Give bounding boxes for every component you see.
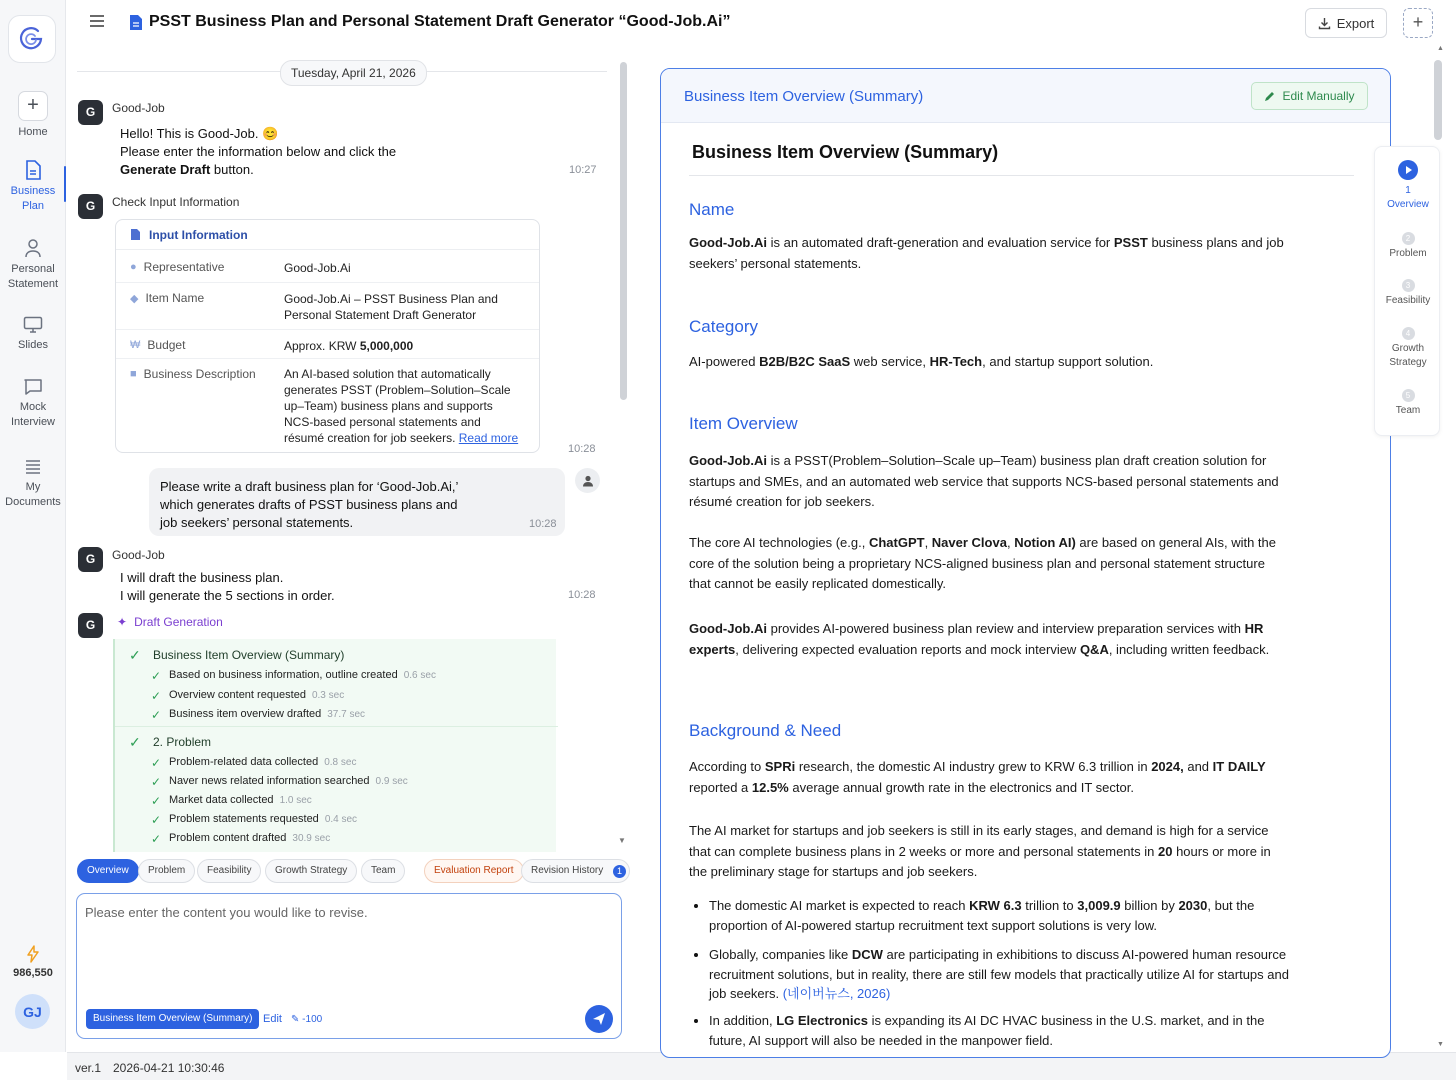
progress-item: Problem content drafted 30.9 sec bbox=[169, 832, 331, 844]
monitor-icon bbox=[23, 316, 43, 334]
list-icon bbox=[24, 458, 42, 476]
title-divider bbox=[689, 175, 1354, 176]
check-icon: ✓ bbox=[129, 734, 141, 750]
progress-item: Based on business information, outline created 0.6 sec bbox=[169, 669, 436, 681]
section-heading-name: Name bbox=[689, 200, 735, 219]
document-title: Business Item Overview (Summary) bbox=[692, 142, 999, 162]
chip-revision-history[interactable]: Revision History bbox=[521, 859, 630, 883]
scroll-down-arrow-icon[interactable]: ▼ bbox=[1437, 1041, 1444, 1048]
play-icon bbox=[1397, 159, 1419, 181]
info-value: Good-Job.Ai – PSST Business Plan and Personal Statement Draft Generator bbox=[284, 292, 498, 322]
check-icon: ✓ bbox=[151, 689, 162, 703]
user-avatar bbox=[575, 468, 600, 493]
progress-item: Naver news related information searched 0.9 sec bbox=[169, 775, 408, 787]
read-more-link[interactable]: Read more bbox=[458, 431, 519, 445]
export-button[interactable]: Export bbox=[1305, 8, 1387, 38]
pencil-icon: ✎ bbox=[291, 1014, 300, 1025]
revision-count-badge: 1 bbox=[613, 865, 626, 878]
section-title: Business Item Overview (Summary) bbox=[153, 648, 345, 662]
paragraph: Good-Job.Ai is a PSST(Problem–Solution–Scale up–Team) business plan draft creation solution for startups and SMEs, and an automated web service that supports NCS-based personal statements and résumé creation for job seekers. bbox=[689, 453, 1279, 509]
bot-avatar: G bbox=[78, 613, 103, 638]
credits-value: 986,550 bbox=[13, 967, 53, 979]
plus-icon: + bbox=[18, 91, 48, 121]
input-information-card bbox=[115, 219, 540, 453]
section-stepper bbox=[1374, 146, 1440, 436]
progress-item: Overview content requested 0.3 sec bbox=[169, 689, 345, 701]
info-value: Good-Job.Ai bbox=[284, 261, 351, 275]
sidebar-item-home[interactable]: + Home bbox=[0, 91, 66, 140]
input-placeholder: Please enter the content you would like to revise. bbox=[85, 905, 368, 920]
add-button[interactable]: + bbox=[1403, 8, 1433, 38]
progress-item: Problem-related data collected 0.8 sec bbox=[169, 756, 357, 768]
document-scrollbar[interactable] bbox=[1434, 60, 1442, 140]
chip-team[interactable]: Team bbox=[361, 859, 405, 883]
draft-generation-label: ✦ Draft Generation bbox=[117, 615, 223, 629]
sidebar-item-mock-interview[interactable]: Mock Interview bbox=[0, 378, 66, 430]
check-icon: ✓ bbox=[151, 756, 162, 770]
progress-item: Market data collected 1.0 sec bbox=[169, 794, 312, 806]
bot-avatar: G bbox=[78, 194, 103, 219]
sender-name: Good-Job bbox=[112, 101, 165, 115]
bot-avatar: G bbox=[78, 547, 103, 572]
edit-label[interactable]: Edit bbox=[263, 1013, 282, 1025]
draft-progress-box bbox=[113, 639, 556, 852]
info-label: ■ Business Description bbox=[130, 367, 256, 381]
info-label: ● Representative bbox=[130, 260, 225, 274]
source-link[interactable]: (네이버뉴스, 2026) bbox=[782, 986, 891, 1001]
progress-item: Business item overview drafted 37.7 sec bbox=[169, 708, 366, 720]
check-icon: ✓ bbox=[151, 813, 162, 827]
document-icon bbox=[130, 228, 141, 241]
message-time: 10:28 bbox=[568, 443, 596, 455]
paragraph: The AI market for startups and job seekers is still in its early stages, and demand is high for a service that can complete business plans in 2 weeks or more and personal statements in 20 hours or more in the preliminary stage for startups and job seekers. bbox=[689, 823, 1271, 879]
section-heading-item-overview: Item Overview bbox=[689, 414, 798, 433]
list-item: Globally, companies like DCW are participating in exhibitions to discuss AI-powered human resource recruitment solutions, but in reality, there are still few models that practically utilize AI for startups and job seekers. (네이버뉴스, 2026) bbox=[709, 945, 1289, 1004]
sender-name: Check Input Information bbox=[112, 195, 240, 209]
scroll-down-arrow-icon[interactable]: ▼ bbox=[618, 836, 626, 845]
document-preview bbox=[660, 68, 1391, 1058]
document-icon bbox=[24, 160, 42, 180]
person-icon: ● bbox=[130, 261, 137, 273]
paragraph: The core AI technologies (e.g., ChatGPT, Naver Clova, Notion AI) are based on general AIs, with the core of the solution being a proprietary NCS-aligned business plan and personal statement structure that cannot be easily replicated domestically. bbox=[689, 535, 1276, 591]
chat-panel bbox=[67, 46, 630, 852]
list-item: The domestic AI market is expected to reach KRW 6.3 trillion to 3,009.9 billion by 2030, but the proportion of AI-powered startup recruitment text support solutions is very low. bbox=[709, 896, 1289, 935]
revision-input[interactable] bbox=[76, 893, 622, 1039]
top-bar bbox=[67, 0, 1456, 46]
lightning-icon bbox=[26, 945, 40, 963]
check-icon: ✓ bbox=[151, 775, 162, 789]
chip-overview[interactable]: Overview bbox=[77, 859, 139, 883]
user-message-bubble: Please write a draft business plan for ‘Good-Job.Ai,’ which generates drafts of PSST business plans and job seekers’ personal statements. 10:28 bbox=[149, 468, 565, 536]
section-title: 2. Problem bbox=[153, 735, 212, 749]
chat-icon bbox=[23, 378, 43, 396]
magic-wand-icon: ✦ bbox=[117, 615, 128, 629]
document-header-title: Business Item Overview (Summary) bbox=[684, 88, 924, 105]
section-heading-background: Background & Need bbox=[689, 721, 842, 740]
paragraph: Good-Job.Ai provides AI-powered business plan review and interview preparation services with HR experts, delivering expected evaluation reports and mock interview Q&A, including written feedback. bbox=[689, 621, 1270, 657]
sender-name: Good-Job bbox=[112, 548, 165, 562]
info-value: An AI-based solution that automatically generates PSST (Problem–Solution–Scale up–Team) business plans and supports NCS-based personal statements and résumé creation for job seekers. Read more bbox=[284, 367, 519, 445]
info-label: ₩ Budget bbox=[130, 338, 186, 352]
logo-icon bbox=[16, 23, 48, 55]
person-icon bbox=[24, 238, 42, 258]
check-icon: ✓ bbox=[151, 669, 162, 683]
hamburger-menu-icon[interactable] bbox=[89, 14, 105, 28]
left-sidebar bbox=[0, 0, 66, 1052]
target-section-tag[interactable]: Business Item Overview (Summary) bbox=[86, 1009, 259, 1029]
paragraph: Good-Job.Ai is an automated draft-generation and evaluation service for PSST business plans and job seekers’ personal statements. bbox=[689, 235, 1284, 271]
message-time: 10:27 bbox=[569, 164, 597, 176]
briefcase-icon: ■ bbox=[130, 368, 137, 380]
page-title: PSST Business Plan and Personal Statement Draft Generator “Good-Job.Ai” bbox=[129, 13, 730, 31]
info-value: Approx. KRW 5,000,000 bbox=[284, 339, 414, 353]
bot-avatar: G bbox=[78, 100, 103, 125]
credits-display bbox=[0, 945, 66, 979]
timestamp-label: 2026-04-21 10:30:46 bbox=[113, 1061, 225, 1075]
card-header: Input Information bbox=[116, 220, 539, 250]
date-pill: Tuesday, April 21, 2026 bbox=[280, 60, 427, 86]
tag-icon: ◆ bbox=[130, 292, 139, 305]
chip-problem[interactable]: Problem bbox=[138, 859, 195, 883]
list-item: In addition, LG Electronics is expanding its AI DC HVAC business in the U.S. market, and in the future, AI support will also be needed in the manpower field. bbox=[709, 1011, 1289, 1050]
chip-growth-strategy[interactable]: Growth Strategy bbox=[265, 859, 357, 883]
app-logo[interactable] bbox=[8, 15, 56, 63]
download-icon bbox=[1318, 17, 1331, 30]
sidebar-item-business-plan[interactable]: Business Plan bbox=[0, 160, 66, 214]
progress-item: Problem statements requested 0.4 sec bbox=[169, 813, 358, 825]
message-text: Hello! This is Good-Job. 😊 Please enter the information below and click the Generate Draft button. bbox=[120, 126, 397, 177]
paragraph: AI-powered B2B/B2C SaaS web service, HR-Tech, and startup support solution. bbox=[689, 354, 1154, 369]
section-heading-category: Category bbox=[689, 317, 758, 336]
document-icon bbox=[129, 14, 143, 31]
check-icon: ✓ bbox=[129, 647, 141, 663]
edit-manually-button[interactable]: Edit Manually bbox=[1251, 82, 1368, 110]
step-feasibility[interactable]: 3 Feasibility bbox=[1385, 281, 1431, 306]
cost-display: ✎ -100 bbox=[291, 1014, 323, 1025]
message-time: 10:28 bbox=[529, 518, 557, 530]
check-icon: ✓ bbox=[151, 708, 162, 722]
send-button[interactable] bbox=[585, 1005, 613, 1033]
chip-feasibility[interactable]: Feasibility bbox=[197, 859, 261, 883]
chat-scrollbar[interactable] bbox=[620, 62, 627, 400]
scroll-up-arrow-icon[interactable]: ▲ bbox=[1437, 45, 1444, 52]
message-text: I will draft the business plan. I will generate the 5 sections in order. bbox=[120, 570, 335, 603]
step-team[interactable]: 5 Team bbox=[1395, 391, 1421, 416]
info-label: ◆ Item Name bbox=[130, 291, 205, 305]
check-icon: ✓ bbox=[151, 794, 162, 808]
sidebar-item-personal-statement[interactable]: Personal Statement bbox=[0, 238, 66, 292]
paragraph: According to SPRi research, the domestic AI industry grew to KRW 6.3 trillion in 2024, and IT DAILY reported a 12.5% average annual growth rate in the electronics and IT sector. bbox=[689, 759, 1266, 795]
sidebar-item-my-documents[interactable]: My Documents bbox=[0, 458, 66, 510]
step-overview[interactable]: 1 Overview bbox=[1375, 159, 1441, 212]
check-icon: ✓ bbox=[151, 832, 162, 846]
document-header bbox=[661, 69, 1391, 123]
step-growth-strategy[interactable]: 4 Growth Strategy bbox=[1389, 329, 1427, 368]
send-icon bbox=[592, 1012, 606, 1026]
sidebar-item-slides[interactable]: Slides bbox=[0, 316, 66, 353]
pencil-icon bbox=[1264, 90, 1276, 102]
user-avatar[interactable]: GJ bbox=[15, 994, 50, 1029]
person-icon bbox=[582, 475, 594, 487]
step-problem[interactable]: 2 Problem bbox=[1389, 234, 1427, 259]
chip-evaluation-report[interactable]: Evaluation Report bbox=[424, 859, 524, 883]
version-label: ver.1 bbox=[75, 1061, 102, 1075]
message-time: 10:28 bbox=[568, 589, 596, 601]
active-indicator bbox=[64, 166, 66, 202]
won-icon: ₩ bbox=[130, 339, 141, 351]
